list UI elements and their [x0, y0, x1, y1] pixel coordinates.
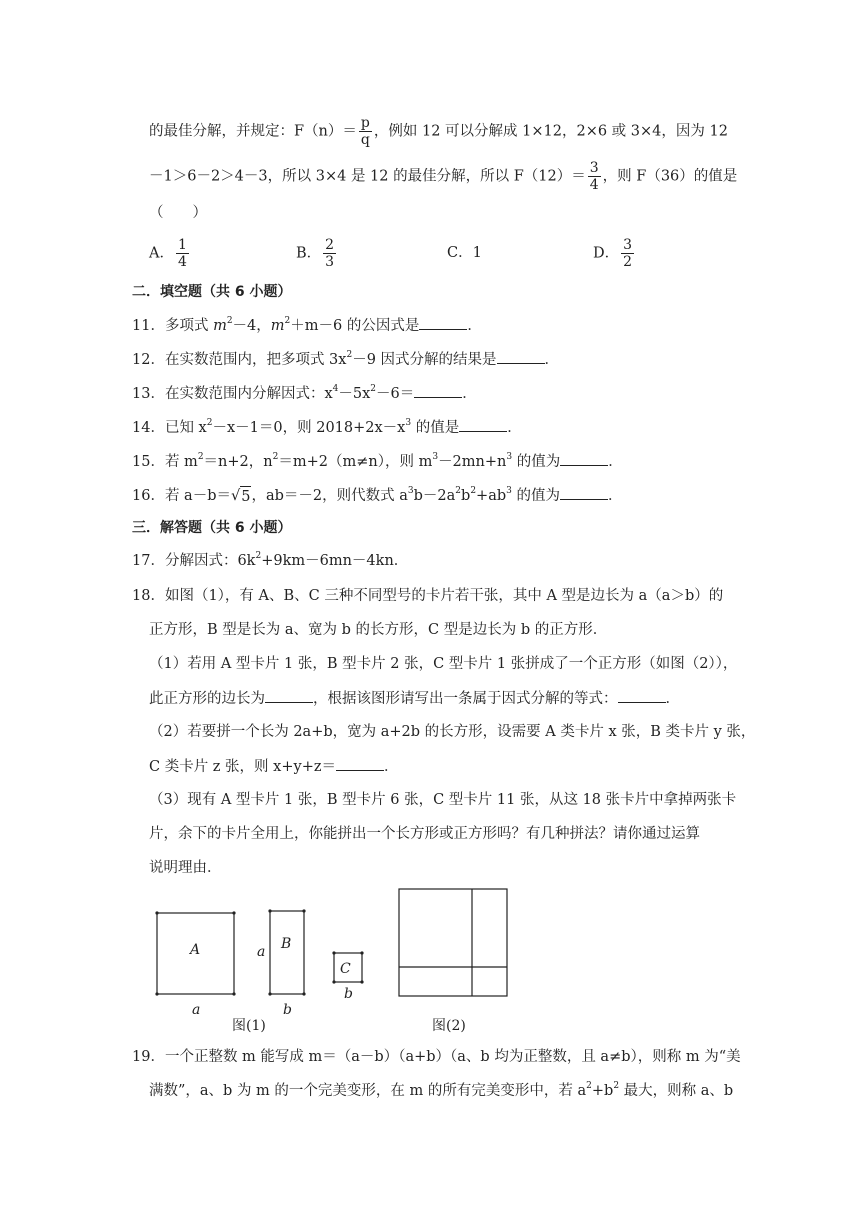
label-c-bottom: b	[344, 986, 353, 1002]
question-18-part3: （3）现有 A 型卡片 1 张，B 型卡片 6 张，C 型卡片 11 张，从这 18 张卡片中拿掉两张卡	[149, 792, 737, 808]
section-2-title: 二．填空题（共 6 小题）	[132, 284, 292, 300]
question-12: 12．在实数范围内，把多项式 $3x^2-9$ 因式分解的结果是 ．	[132, 350, 560, 368]
fraction-p-q: $\frac{p}{q}$	[360, 115, 370, 148]
question-18-part1-cont: 此正方形的边长为 ，根据该图形请写出一条属于因式分解的等式： ．	[149, 688, 680, 709]
question-18-part2: （2）若要拼一个长为 2a+b，宽为 a+2b 的长方形，设需要 A 类卡片 x 张，B 类卡片 y 张，	[149, 724, 756, 740]
section-3-title: 三．解答题（共 6 小题）	[132, 520, 292, 536]
sqrt-symbol: √ 5	[231, 488, 251, 505]
option-b: B． $\frac{2}{3}$	[296, 237, 335, 270]
answer-blank	[419, 315, 467, 330]
label-a-side: a	[257, 944, 266, 960]
label-a-card: A	[190, 942, 201, 958]
q10-line2: －1＞6－2＞4－3，所以 3×4 是 12 的最佳分解，所以 F（12）＝ $\frac{3}{4}$ ，则 F（36）的值是	[149, 160, 738, 193]
question-18-part2-cont: C 类卡片 z 张，则 x+y+z＝ ．	[149, 756, 398, 777]
answer-blank	[459, 417, 507, 432]
figure-2	[399, 889, 507, 996]
option-d: D． $\frac{3}{2}$	[593, 237, 633, 270]
caption-figure-2: 图(2)	[432, 1018, 466, 1034]
question-13: 13．在实数范围内分解因式：$x^4-5x^2-6=$ ．	[132, 384, 477, 402]
question-18-line2: 正方形，B 型是长为 a、宽为 b 的长方形，C 型是边长为 b 的正方形．	[149, 622, 608, 638]
card-figures	[0, 880, 860, 1040]
label-b-card: B	[281, 936, 292, 952]
question-19-line2: 满数”，a、b 为 m 的一个完美变形，在 m 的所有完美变形中，若 $a^2+b^2$ 最大，则称 a、b	[149, 1081, 734, 1099]
q10-line1: 的最佳分解，并规定：F（n）＝ $\frac{p}{q}$ ，例如 12 可以分解成 1×12，2×6 或 3×4，因为 12	[149, 115, 728, 148]
answer-blank	[265, 688, 313, 703]
answer-blank	[560, 451, 608, 466]
label-c-card: C	[340, 961, 351, 977]
label-a-bottom: a	[192, 1002, 201, 1018]
caption-figure-1: 图(1)	[232, 1018, 266, 1034]
question-15: 15．若 $m^2=n+2$，$n^2=m+2(m\ne n)$，则 $m^3-2mn+n^3$ 的值为 ．	[132, 452, 623, 470]
question-18-part1: （1）若用 A 型卡片 1 张，B 型卡片 2 张，C 型卡片 1 张拼成了一个正方形（如图（2）），	[149, 656, 738, 672]
answer-blank	[560, 485, 608, 500]
answer-blank	[618, 688, 666, 703]
option-c: C．1	[447, 245, 482, 261]
question-14: 14．已知 $x^2-x-1=0$，则 $2018+2x-x^3$ 的值是 ．	[132, 418, 522, 436]
option-a: A． $\frac{1}{4}$	[149, 237, 187, 270]
question-18-part3-cont: 片，余下的卡片全用上，你能拼出一个长方形或正方形吗？有几种拼法？请你通过运算	[149, 826, 700, 842]
question-16: 16．若 a－b＝ √ 5 ，ab＝－2，则代数式 $a^3b-2a^2b^2+ab^3$ 的值为 ．	[132, 486, 623, 505]
question-18-part3-end: 说明理由．	[149, 860, 222, 876]
answer-blank	[497, 349, 545, 364]
question-17: 17．分解因式：$6k^2+9km-6mn-4kn$．	[132, 551, 409, 569]
question-18-line1: 18．如图（1），有 A、B、C 三种不同型号的卡片若干张，其中 A 型是边长为 a（a＞b）的	[132, 588, 724, 604]
answer-blank	[414, 383, 462, 398]
answer-blank	[336, 756, 384, 771]
question-19-line1: 19．一个正整数 m 能写成 m＝（a－b）（a+b）（a、b 均为正整数，且 a≠b），则称 m 为“美	[132, 1049, 741, 1065]
label-b-bottom: b	[283, 1002, 292, 1018]
fraction-3-4: $\frac{3}{4}$	[589, 160, 599, 193]
question-11: 11．多项式 $m^2-4$，$m^2+m-6$ 的公因式是 ．	[132, 316, 482, 334]
q10-paren: （ ）	[149, 205, 207, 221]
card-b-rectangle	[270, 911, 304, 994]
